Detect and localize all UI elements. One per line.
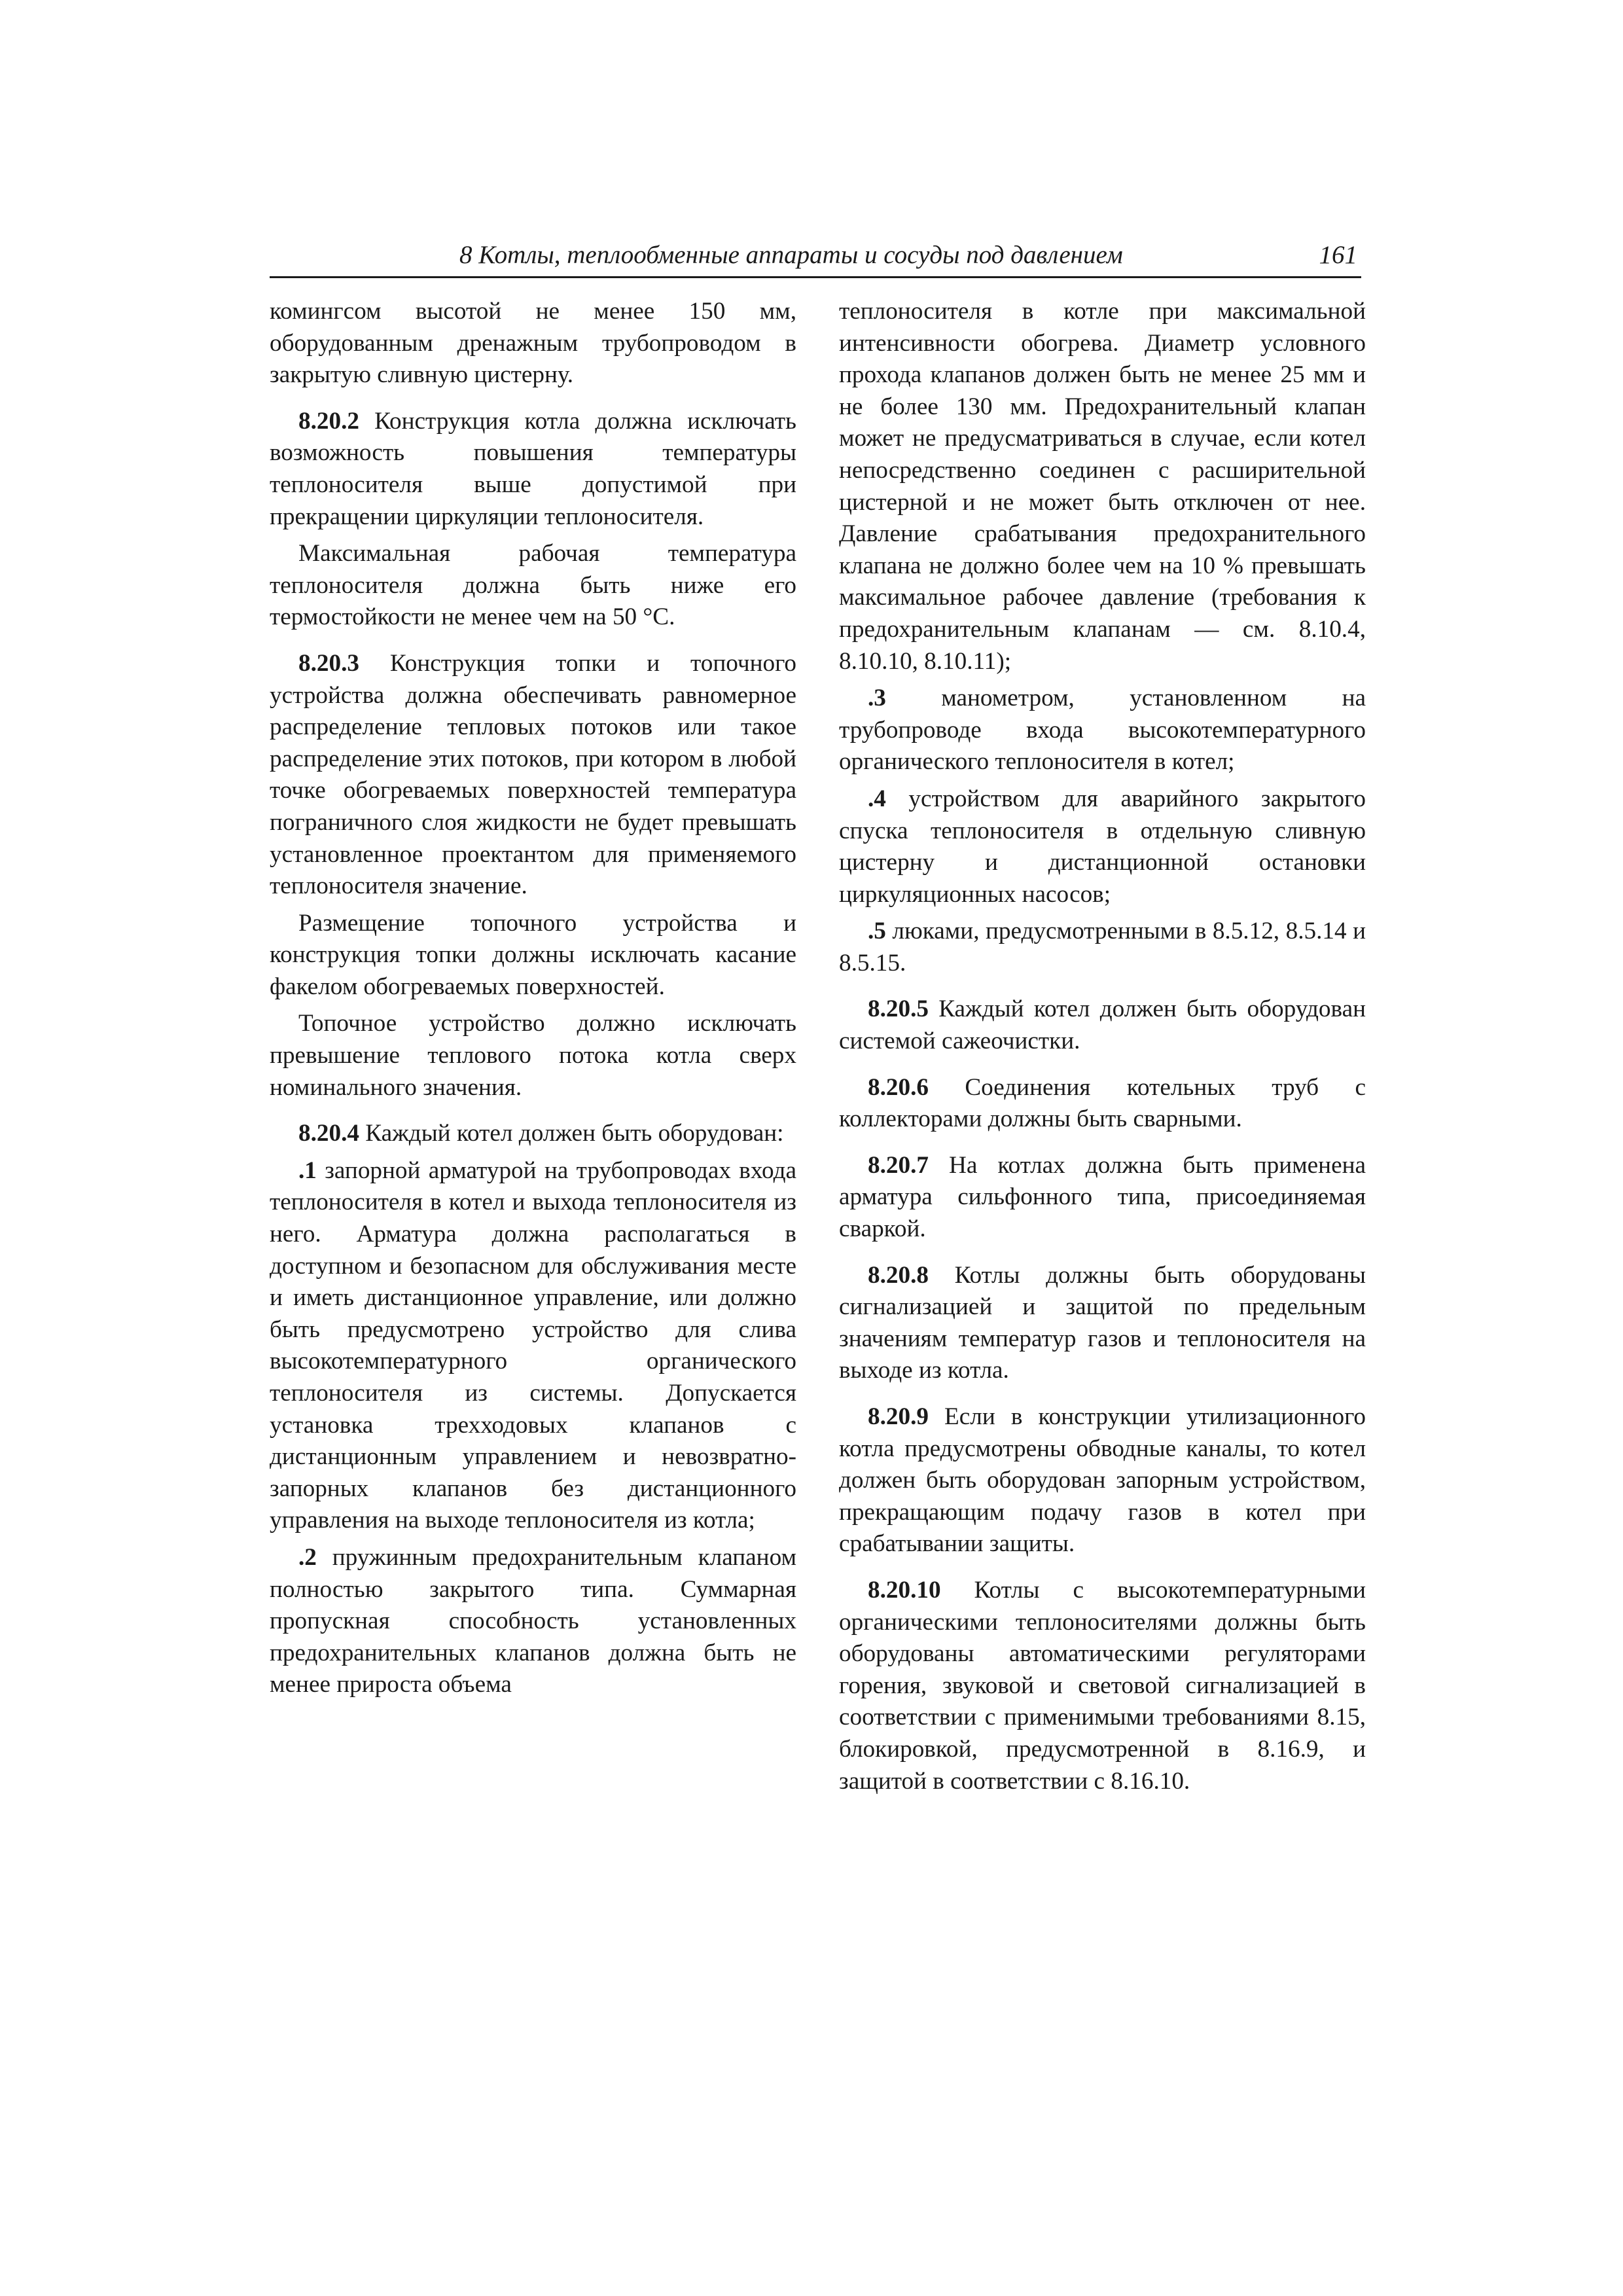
section-text: Если в конструкции утилизационного котла предусмотрены обводные каналы, то котел должен быть оборудован запорным устройством, прекращающим подачу газов в котел при срабатывании защиты.: [839, 1403, 1366, 1558]
item-text: люками, предусмотренными в 8.5.12, 8.5.14 и 8.5.15.: [839, 918, 1366, 977]
section-number: 8.20.6: [868, 1073, 929, 1101]
section-8-20-3: [270, 648, 796, 903]
item-text: пружинным предохранительным клапаном полностью закрытого типа. Суммарная пропускная способность установленных предохранительных клапанов должна быть не менее прироста объема: [270, 1543, 796, 1698]
section-number: 8.20.4: [298, 1120, 359, 1147]
section-8-20-10: [839, 1575, 1366, 1797]
left-column: [270, 296, 796, 1701]
item-number: .5: [868, 918, 886, 945]
paragraph: Топочное устройство должно исключать превышение теплового потока котла сверх номинального значения.: [270, 1010, 796, 1101]
section-number: 8.20.7: [868, 1151, 929, 1179]
item-number: .3: [868, 685, 886, 712]
section-8-20-7: [839, 1150, 1366, 1246]
list-item-2: [270, 1542, 796, 1701]
item-number: .1: [298, 1157, 317, 1184]
running-header: [270, 236, 1361, 278]
section-8-20-5: [839, 994, 1366, 1057]
list-item-4: [839, 783, 1366, 910]
section-text: Котлы с высокотемпературными органическими теплоносителями должны быть оборудованы автоматическими регуляторами горения, звуковой и световой сигнализацией в соответствии с применимыми требованиями 8.15, блокировкой, предусмотренной в 8.16.9, и защитой в соответствии с 8.16.10.: [839, 1576, 1366, 1795]
section-number: 8.20.8: [868, 1261, 929, 1289]
section-text: Каждый котел должен быть оборудован:: [359, 1120, 784, 1147]
section-text: Конструкция котла должна исключать возможность повышения температуры теплоносителя выше допустимой при прекращении циркуляции теплоносителя.: [270, 407, 796, 530]
section-8-20-8: [839, 1260, 1366, 1387]
list-item-5: [839, 916, 1366, 979]
section-text: На котлах должна быть применена арматура сильфонного типа, присоединяемая сваркой.: [839, 1151, 1366, 1243]
paragraph: комингсом высотой не менее 150 мм, оборудованным дренажным трубопроводом в закрытую сливную цистерну.: [270, 298, 796, 389]
section-number: 8.20.3: [298, 649, 359, 677]
chapter-title: 8 Котлы, теплообменные аппараты и сосуды под давлением: [459, 241, 1123, 269]
paragraph: Размещение топочного устройства и конструкция топки должны исключать касание факелом обогреваемых поверхностей.: [270, 909, 796, 1000]
item-number: .4: [868, 785, 886, 812]
section-8-20-6: [839, 1072, 1366, 1136]
section-number: 8.20.10: [868, 1576, 941, 1604]
section-text: Каждый котел должен быть оборудован системой сажеочистки.: [839, 996, 1366, 1055]
section-number: 8.20.5: [868, 996, 929, 1023]
item-text: запорной арматурой на трубопроводах входа теплоносителя в котел и выхода теплоносителя из него. Арматура должна располагаться в доступном и безопасном для обслуживания месте и иметь дистанционное управление, или должно быть предусмотрено устройство для слива высокотемпературного органического теплоносителя из системы. Допускается установка трехходовых клапанов с дистанционным управлением и невозвратно-запорных клапанов без дистанционного управления на выходе теплоносителя из котла;: [270, 1157, 796, 1534]
section-text: Котлы должны быть оборудованы сигнализацией и защитой по предельным значениям температур газов и теплоносителя на выходе из котла.: [839, 1261, 1366, 1384]
list-item-1: [270, 1155, 796, 1537]
item-text: манометром, установленном на трубопроводе входа высокотемпературного органического теплоносителя в котел;: [839, 685, 1366, 776]
section-number: 8.20.2: [298, 407, 359, 435]
section-text: Конструкция топки и топочного устройства должна обеспечивать равномерное распределение тепловых потоков или такое распределение этих потоков, при котором в любой точке обогреваемых поверхностей температура пограничного слоя жидкости не будет превышать установленное проектантом для применяемого теплоносителя значение.: [270, 649, 796, 900]
paragraph: теплоносителя в котле при максимальной интенсивности обогрева. Диаметр условного прохода клапанов должен быть не менее 25 мм и не более 130 мм. Предохранительный клапан может не предусматриваться в случае, если котел непосредственно соединен с расширительной цистерной и не может быть отключен от нее. Давление срабатывания предохранительного клапана не должно более чем на 10 % превышать максимальное рабочее давление (требования к предохранительным клапанам — см. 8.10.4, 8.10.10, 8.10.11);: [839, 298, 1366, 675]
list-item-3: [839, 683, 1366, 778]
section-8-20-2: [270, 406, 796, 533]
item-text: устройством для аварийного закрытого спуска теплоносителя в отдельную сливную цистерну и дистанционной остановки циркуляционных насосов;: [839, 785, 1366, 908]
section-8-20-9: [839, 1401, 1366, 1560]
section-number: 8.20.9: [868, 1403, 929, 1430]
right-column: [839, 296, 1366, 1797]
paragraph: Максимальная рабочая температура теплоносителя должна быть ниже его термостойкости не менее чем на 50 °С.: [270, 540, 796, 631]
item-number: .2: [298, 1543, 317, 1571]
page-number: 161: [1319, 241, 1357, 269]
section-8-20-4: [270, 1118, 796, 1150]
section-text: Соединения котельных труб с коллекторами должны быть сварными.: [839, 1073, 1366, 1133]
